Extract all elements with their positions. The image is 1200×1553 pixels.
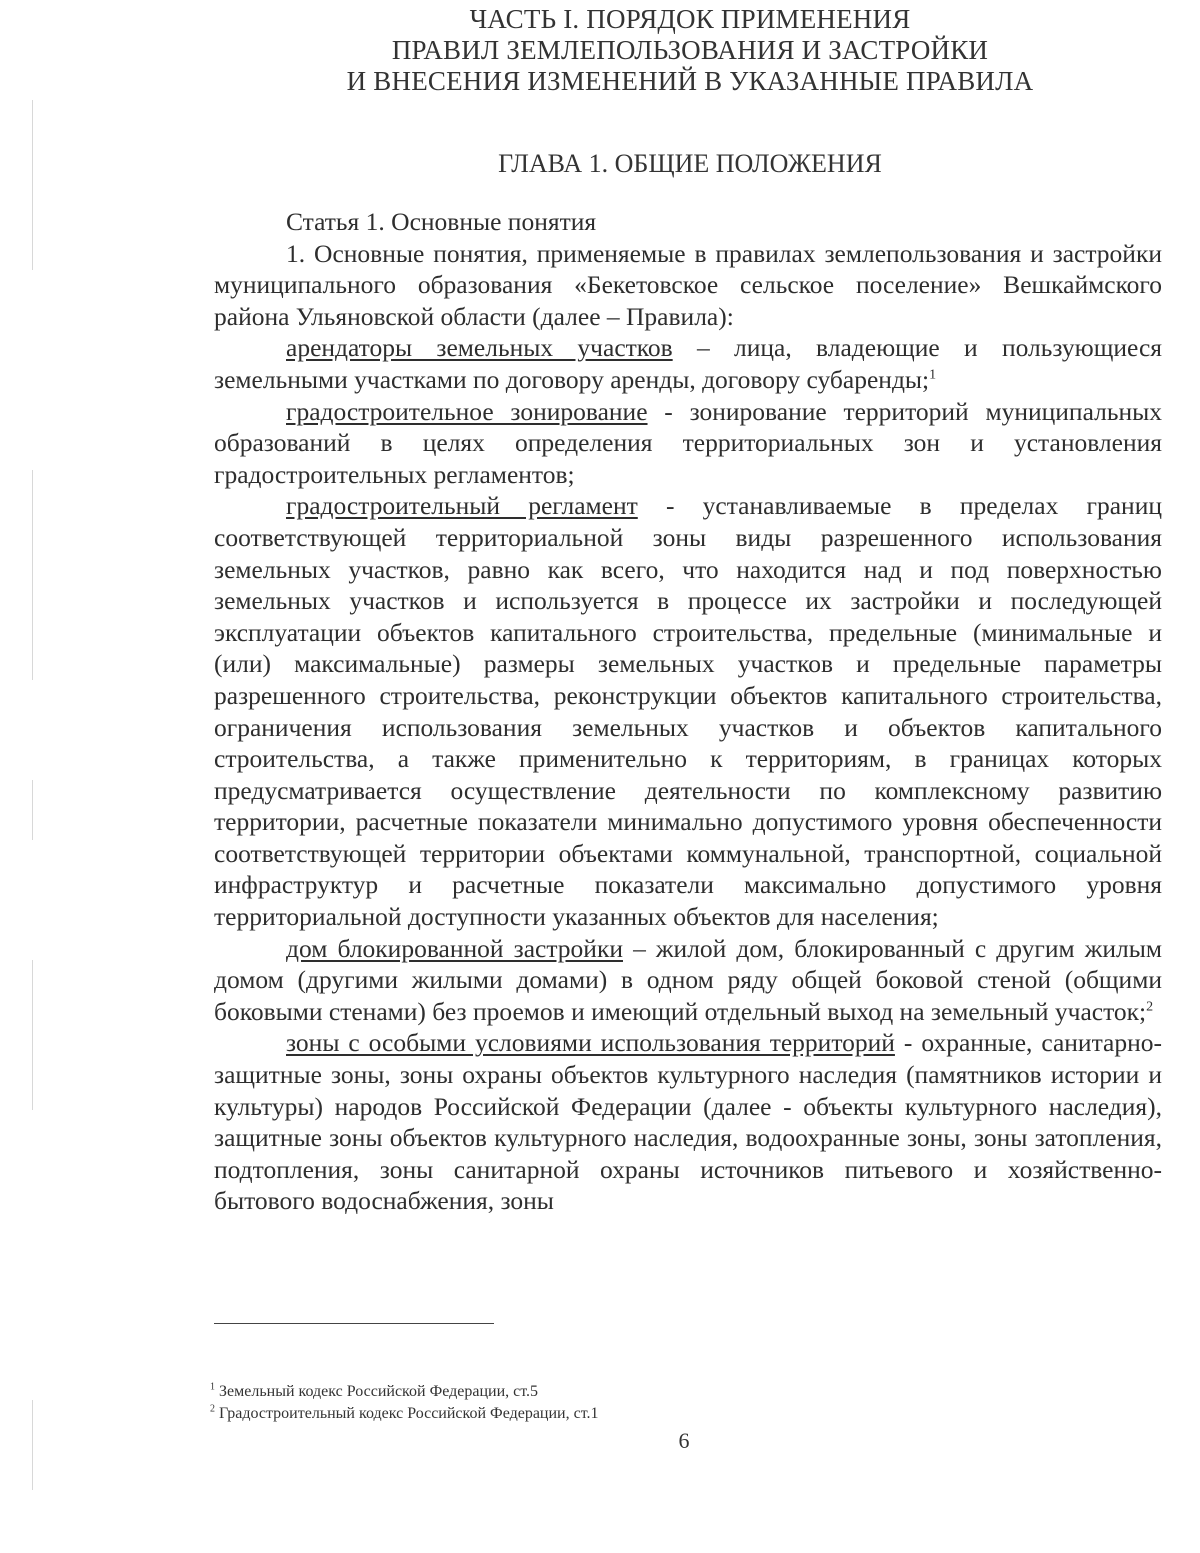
footnote-text: Градостроительный кодекс Российской Федерации, ст.1 [215, 1405, 599, 1422]
scan-artifact [32, 1400, 33, 1490]
intro-paragraph: 1. Основные понятия, применяемые в правилах землепользования и застройки муниципального образования «Бекетовское сельское поселение» Вешкаймского района Ульяновской области (далее – Правила): [214, 238, 1162, 331]
definition-paragraph [214, 396, 1162, 491]
footnote [210, 1403, 599, 1425]
chapter-title: ГЛАВА 1. ОБЩИЕ ПОЛОЖЕНИЯ [498, 149, 882, 178]
footnote-number: 1 [210, 1381, 215, 1393]
definition-text: – лица, владеющие и пользующиеся земельными участками по договору аренды, договору субаренды; [214, 333, 1162, 394]
page-number: 6 [678, 1428, 690, 1453]
defined-term: дом блокированной застройки [286, 933, 623, 963]
scan-artifact [32, 780, 33, 840]
definition-paragraph [214, 332, 1162, 395]
document-body [214, 206, 1162, 1217]
footnote [210, 1381, 599, 1403]
defined-term: зоны с особыми условиями использования территорий [286, 1028, 895, 1058]
definition-paragraph [214, 490, 1162, 932]
part-title-line: ЧАСТЬ I. ПОРЯДОК ПРИМЕНЕНИЯ [469, 4, 911, 34]
defined-term: градостроительный регламент [286, 491, 638, 521]
footnote-separator [214, 1323, 494, 1324]
definition-text: - охранные, санитарно-защитные зоны, зоны охраны объектов культурного наследия (памятников истории и культуры) народов Российской Федерации (далее - объекты культурного наследия), защитные зоны объектов культурного наследия, водоохранные зоны, зоны затопления, подтопления, зоны санитарной охраны источников питьевого и хозяйственно-бытового водоснабжения, зоны [214, 1028, 1162, 1216]
definition-text: – жилой дом, блокированный с другим жилым домом (другими жилыми домами) в одном ряду общей боковой стеной (общими боковыми стенами) без проемов и имеющий отдельный выход на земельный участок; [214, 933, 1162, 1026]
definition-paragraph [214, 1027, 1162, 1217]
footnotes [210, 1381, 599, 1425]
scan-artifact [32, 100, 33, 270]
footnote-number: 2 [210, 1403, 215, 1415]
footnote-ref: 1 [929, 367, 937, 383]
scan-artifact [32, 960, 33, 1110]
part-title [270, 4, 1110, 97]
article-heading: Статья 1. Основные понятия [286, 207, 597, 236]
part-title-line: И ВНЕСЕНИЯ ИЗМЕНЕНИЙ В УКАЗАННЫЕ ПРАВИЛА [346, 66, 1034, 96]
scan-artifact [32, 470, 33, 680]
defined-term: градостроительное зонирование [286, 396, 648, 426]
definition-text: - устанавливаемые в пределах границ соответствующей территориальной зоны виды разрешенного использования земельных участков, равно как всего, что находится над и под поверхностью земельных участков и используется в процессе их застройки и последующей эксплуатации объектов капитального строительства, предельные (минимальные и (или) максимальные) размеры земельных участков и предельные параметры разрешенного строительства, реконструкции объектов капитального строительства, ограничения использования земельных участков и объектов капитального строительства, а также применительно к территориям, в границах которых предусматривается осуществление деятельности по комплексному развитию территории, расчетные показатели минимально допустимого уровня обеспеченности соответствующей территории объектами коммунальной, транспортной, социальной инфраструктур и расчетные показатели максимально допустимого уровня территориальной доступности указанных объектов для населения; [214, 491, 1162, 932]
footnote-ref: 2 [1146, 999, 1154, 1015]
definition-text: - зонирование территорий муниципальных образований в целях определения территориальных зон и установления градостроительных регламентов; [214, 396, 1162, 489]
footnote-text: Земельный кодекс Российской Федерации, ст.5 [215, 1383, 539, 1400]
definition-paragraph [214, 933, 1162, 1028]
part-title-line: ПРАВИЛ ЗЕМЛЕПОЛЬЗОВАНИЯ И ЗАСТРОЙКИ [391, 35, 989, 65]
defined-term: арендаторы земельных участков [286, 333, 673, 363]
